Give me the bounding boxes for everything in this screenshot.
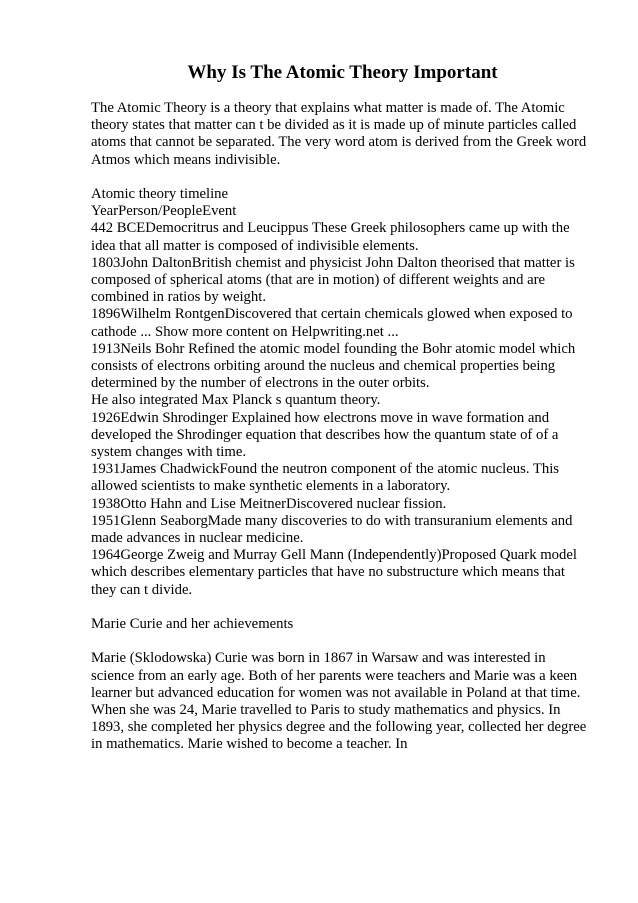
timeline-entry: 442 BCEDemocritrus and Leucippus These Greek philosophers came up with the idea that all matter is composed of indivisible elements.	[91, 220, 570, 254]
timeline-heading: Atomic theory timeline	[91, 186, 229, 202]
timeline-entry: 1964George Zweig and Murray Gell Mann (Independently)Proposed Quark model which describes elementary particles that have no substructure which means that they can t divide.	[91, 547, 577, 598]
timeline-columns: YearPerson/PeopleEvent	[91, 203, 237, 220]
curie-paragraph: Marie (Sklodowska) Curie was born in 1867 in Warsaw and was interested in science from an early age. Both of her parents were teachers and Marie was a keen learner but advanced education for women was not available in Poland at that time. When she was 24, Marie travelled to Paris to study mathematics and physics. In 1893, she completed her physics degree and the following year, collected her degree in mathematics. Marie wished to become a teacher. In	[91, 650, 587, 753]
curie-heading: Marie Curie and her achievements	[91, 616, 294, 633]
timeline-entry: He also integrated Max Planck s quantum theory.	[91, 392, 381, 409]
timeline-section	[91, 186, 590, 599]
timeline-entry: 1951Glenn SeaborgMade many discoveries to do with transuranium elements and made advances in nuclear medicine.	[91, 512, 573, 547]
timeline-entry: 1803John DaltonBritish chemist and physicist John Dalton theorised that matter is composed of spherical atoms (that are in motion) of different weights and are combined in ratios by weight.	[91, 254, 575, 306]
timeline-entry: 1896Wilhelm RontgenDiscovered that certain chemicals glowed when exposed to cathode ... Show more content on Helpwriting.net ...	[91, 306, 573, 340]
intro-paragraph: The Atomic Theory is a theory that explains what matter is made of. The Atomic theory states that matter can t be divided as it is made up of minute particles called atoms that cannot be separated. The very word atom is derived from the Greek word Atmos which means indivisible.	[91, 100, 587, 168]
timeline-entry: 1926Edwin Shrodinger Explained how electrons move in wave formation and developed the Shrodinger equation that describes how the quantum state of of a system changes with time.	[91, 409, 559, 461]
document-body	[91, 100, 590, 754]
paragraph-gap	[91, 633, 590, 650]
timeline-entry: 1931James ChadwickFound the neutron component of the atomic nucleus. This allowed scientists to make synthetic elements in a laboratory.	[91, 461, 560, 495]
paragraph-gap	[91, 169, 590, 186]
document-title: Why Is The Atomic Theory Important	[187, 62, 498, 83]
timeline-entry: 1938Otto Hahn and Lise MeitnerDiscovered nuclear fission.	[91, 495, 447, 512]
paragraph-gap	[91, 599, 590, 616]
timeline-entry: 1913Neils Bohr Refined the atomic model founding the Bohr atomic model which consists of electrons orbiting around the nucleus and chemical properties being determined by the number of electrons in the outer orbits.	[91, 340, 576, 392]
